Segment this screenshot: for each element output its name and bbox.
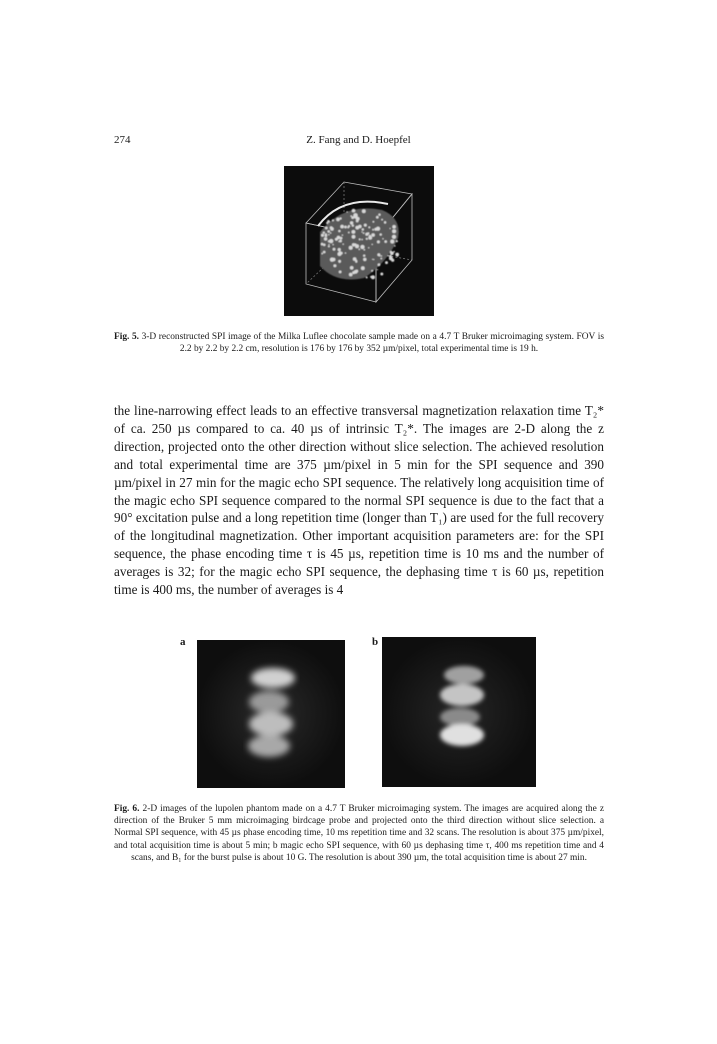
speckle-dot — [359, 249, 361, 251]
figure-5-caption — [114, 331, 604, 355]
cube-render — [284, 166, 434, 316]
speckle-dot — [323, 232, 325, 234]
speckle-dot — [363, 255, 365, 257]
speckle-dot — [378, 263, 381, 266]
speckle-dot — [330, 258, 334, 262]
speckle-dot — [336, 218, 340, 222]
page-number: 274 — [114, 134, 131, 146]
speckle-dot — [337, 236, 340, 239]
speckle-dot — [338, 230, 340, 232]
speckle-dot — [352, 230, 356, 234]
speckle-dot — [342, 235, 343, 236]
speckle-dot — [368, 226, 370, 228]
speckle-dot — [356, 270, 358, 272]
speckle-dot — [328, 240, 330, 242]
speckle-dot — [327, 220, 330, 223]
speckle-dot — [339, 271, 342, 274]
speckle-dot — [390, 228, 391, 229]
speckle-dot — [378, 214, 380, 216]
speckle-dot — [344, 226, 347, 229]
speckle-dot — [380, 273, 383, 276]
speckle-dot — [349, 273, 353, 277]
speckle-dot — [392, 229, 396, 233]
speckle-dot — [355, 226, 359, 230]
speckle-dot — [352, 243, 355, 246]
speckle-dot — [328, 244, 329, 245]
speckle-dot — [393, 251, 395, 253]
speckle-dot — [366, 277, 368, 279]
speckle-dot — [368, 247, 369, 248]
speckle-dot — [380, 233, 382, 235]
speckle-dot — [327, 230, 330, 233]
speckle-dot — [354, 214, 358, 218]
speckle-dot — [362, 231, 363, 232]
speckle-dot — [338, 241, 339, 242]
speckle-dot — [361, 266, 365, 270]
speckle-dot — [366, 238, 368, 240]
speckle-dot — [390, 251, 394, 255]
speckle-dot — [338, 260, 341, 263]
speckle-dot — [325, 233, 327, 235]
speckle-dot — [321, 243, 324, 246]
speckle-dot — [352, 271, 355, 274]
speckle-dot — [333, 264, 336, 267]
speckle-dot — [396, 240, 398, 242]
speckle-dot — [343, 244, 344, 245]
speckle-dot — [380, 258, 382, 260]
speckle-dot — [352, 224, 354, 226]
speckle-dot — [377, 240, 380, 243]
speckle-dot — [363, 232, 365, 234]
panel-b-label: b — [372, 636, 379, 648]
speckle-dot — [371, 270, 373, 272]
body-paragraph: the line-narrowing effect leads to an effective transversal magnetization relaxation time T₂* of ca. 250 µs compared to ca. 40 µs of intrinsic T₂*. The images are 2-D along the z direction, projected onto the other direction without slice selection. The achieved resolution and total experimental time are 375 µm/pixel in 5 min for the SPI sequence and 390 µm/pixel in 27 min for the magic echo SPI sequence. The relatively long acquisition time of the magic echo SPI sequence compared to the normal SPI sequence is due to the fact that a 90° excitation pulse and a long repetition time (longer than T₁) are used for the full recovery of the longitudinal magnetization. Other important acquisition parameters are: for the SPI sequence, the phase encoding time τ is 45 µs, repetition time is 10 ms and the number of averages is 32; for the magic echo SPI sequence, the dephasing time τ is 60 µs, repetition time is 400 ms, the number of averages is 4 — [114, 403, 604, 598]
speckle-dot — [348, 232, 350, 234]
mri-image-b — [382, 637, 536, 787]
speckle-dot — [339, 240, 342, 243]
speckle-dot — [361, 239, 363, 241]
speckle-dot — [382, 238, 383, 239]
speckle-dot — [347, 226, 349, 228]
speckle-dot — [340, 237, 343, 240]
speckle-dot — [385, 261, 388, 264]
speckle-dot — [364, 249, 366, 251]
speckle-dot — [321, 234, 324, 237]
speckle-dot — [392, 225, 396, 229]
speckle-dot — [387, 255, 388, 256]
figure-6-caption-text: 2-D images of the lupolen phantom made on a 4.7 T Bruker microimaging system. The images are acquired along the z direction of the Bruker 5 mm microimaging birdcage probe and projected onto the third direction without slice selection. a Normal SPI sequence, with 45 µs phase encoding time, 10 ms repetition time and 32 scans. The resolution is about 375 µm/pixel, and total acquisition time is about 5 min; b magic echo SPI sequence, with 60 µs dephasing time τ, 400 ms repetition time and 4 scans, and B₁ for the burst pulse is about 10 G. The resolution is about 390 µm, the total acquisition time is about 27 min. — [114, 804, 604, 863]
speckle-dot — [352, 209, 356, 213]
speckle-dot — [350, 221, 353, 224]
mri-image-a — [197, 640, 345, 788]
figure-6b-image — [382, 637, 536, 787]
figure-6-caption — [114, 803, 604, 864]
speckle-dot — [350, 215, 352, 217]
speckle-dot — [340, 217, 342, 219]
speckle-dot — [377, 253, 380, 256]
speckle-dot — [322, 253, 324, 255]
figure-6a-image — [197, 640, 345, 788]
speckle-dot — [371, 275, 375, 279]
speckle-dot — [323, 244, 326, 247]
speckle-dot — [381, 255, 382, 256]
speckle-dot — [325, 227, 328, 230]
speckle-dot — [394, 245, 395, 246]
speckle-dot — [363, 258, 366, 261]
speckle-dot — [373, 221, 375, 223]
running-head: Z. Fang and D. Hoepfel — [306, 134, 411, 146]
speckle-dot — [384, 221, 386, 223]
speckle-dot — [371, 233, 375, 237]
speckle-dot — [332, 219, 334, 221]
speckle-dot — [352, 235, 356, 239]
figure-5-label: Fig. 5. — [114, 332, 139, 342]
speckle-dot — [373, 259, 374, 260]
figure-5-caption-text: 3-D reconstructed SPI image of the Milka Luflee chocolate sample made on a 4.7 T Bruker microimaging system. FOV is 2.2 by 2.2 by 2.2 cm, resolution is 176 by 176 by 352 µm/pixel, total experimental time is 19 h. — [141, 332, 604, 355]
speckle-dot — [330, 232, 332, 234]
speckle-dot — [333, 248, 336, 251]
speckle-dot — [364, 224, 367, 227]
speckle-dot — [323, 251, 326, 254]
speckle-dot — [397, 255, 399, 257]
speckle-dot — [392, 235, 396, 239]
speckle-dot — [362, 209, 366, 213]
speckle-dot — [368, 236, 372, 240]
speckle-dot — [332, 244, 333, 245]
speckle-dot — [328, 234, 329, 235]
speckle-dot — [384, 240, 387, 243]
speckle-dot — [360, 245, 364, 249]
speckle-dot — [381, 219, 383, 221]
speckle-dot — [353, 257, 357, 261]
speckle-dot — [376, 216, 379, 219]
speckle-dot — [359, 238, 361, 240]
speckle-dot — [340, 252, 343, 255]
speckle-dot — [345, 252, 346, 253]
figure-5-image — [284, 166, 434, 316]
speckle-dot — [372, 259, 373, 260]
speckle-dot — [362, 228, 364, 230]
speckle-dot — [340, 225, 344, 229]
figure-6-label: Fig. 6. — [114, 804, 140, 814]
speckle-dot — [330, 226, 333, 229]
speckle-dot — [324, 237, 327, 240]
speckle-dot — [349, 246, 353, 250]
speckle-dot — [372, 229, 374, 231]
speckle-dot — [356, 220, 359, 223]
speckle-dot — [338, 248, 341, 251]
speckle-dot — [390, 240, 394, 244]
speckle-dot — [389, 256, 393, 260]
speckle-dot — [365, 233, 368, 236]
panel-a-label: a — [180, 636, 186, 648]
speckle-dot — [328, 245, 330, 247]
speckle-dot — [372, 244, 373, 245]
speckle-dot — [355, 244, 359, 248]
speckle-dot — [374, 228, 377, 231]
speckle-dot — [350, 266, 354, 270]
speckle-dot — [346, 211, 347, 212]
speckle-dot — [377, 269, 378, 270]
